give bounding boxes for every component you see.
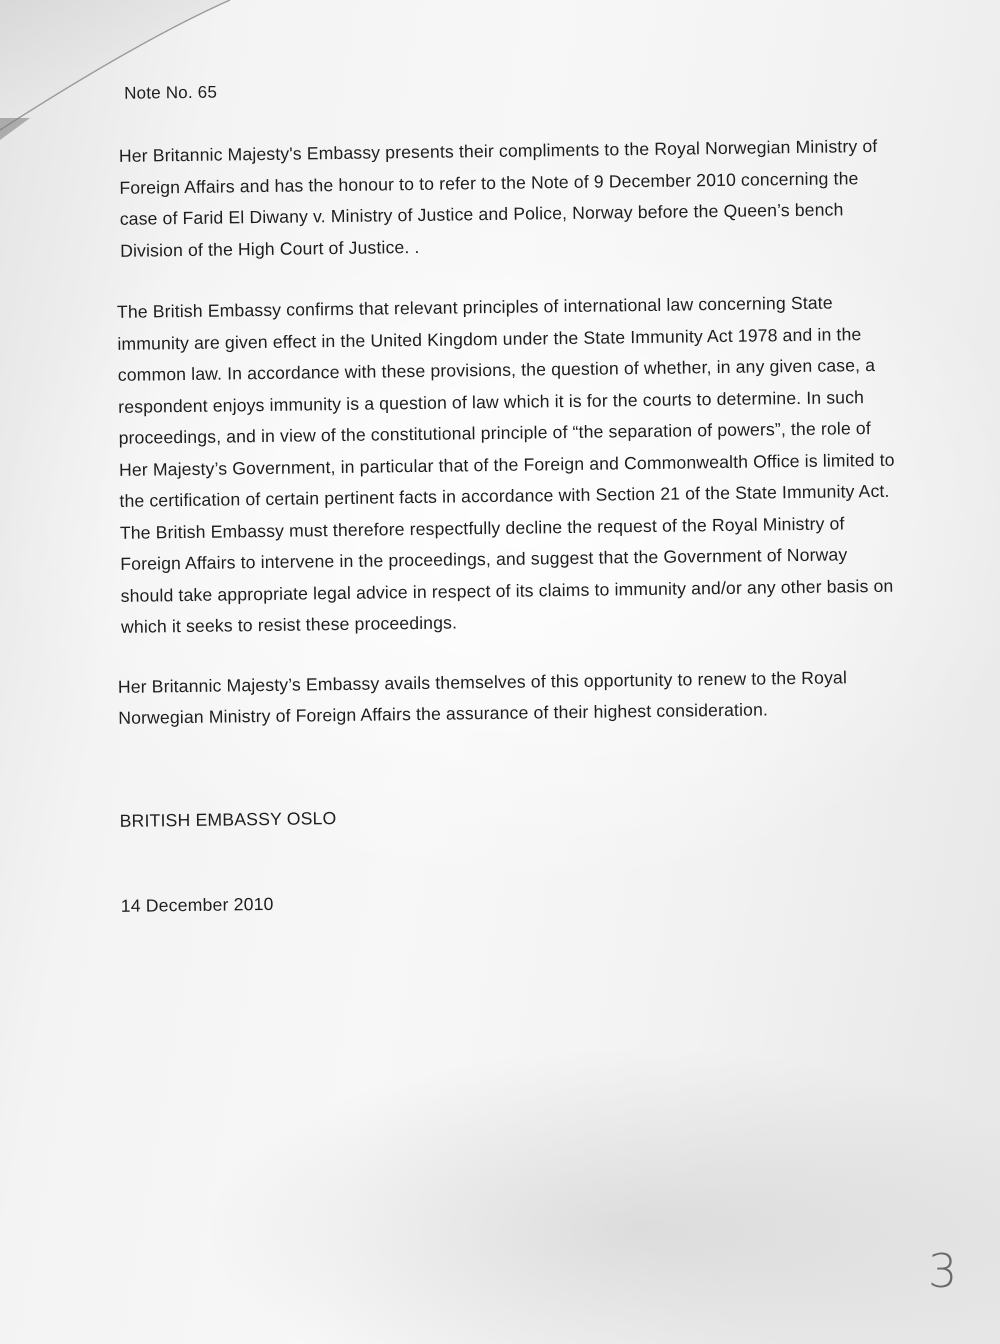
opening-paragraph: Her Britannic Majesty's Embassy presents their compliments to the Royal Norwegian Ministry of Foreign Affairs and has the honour to to refer to the Note of 9 December 2010 concerning the case of Farid El Diwany v. Ministry of Justice and Police, Norway before the Queen’s bench Division of the High Court of Justice. .	[118, 135, 878, 261]
note-number: Note No. 65	[123, 82, 218, 103]
main-paragraph: The British Embassy confirms that relevant principles of international law concerning State immunity are given effect in the United Kingdom under the State Immunity Act 1978 and in the common law. In accordance with these provisions, the question of whether, in any given case, a respondent enjoys immunity is a question of law which it is for the courts to determine. In such proceedings, and in view of the constitutional principle of “the separation of powers”, the role of Her Majesty’s Government, in particular that of the Foreign and Commonwealth Office is limited to the certification of certain pertinent facts in accordance with Section 21 of the State Immunity Act. The British Embassy must therefore respectfully decline the request of the Royal Ministry of Foreign Affairs to intervene in the proceedings, and suggest that the Government of Norway should take appropriate legal advice in respect of its claims to immunity and/or any other basis on which it seeks to resist these proceedings.	[116, 292, 895, 637]
handwritten-page-number: 3	[928, 1244, 958, 1298]
letter-body	[108, 74, 909, 917]
letter-date: 14 December 2010	[120, 893, 274, 916]
signature-line: BRITISH EMBASSY OSLO	[119, 807, 337, 831]
closing-paragraph: Her Britannic Majesty’s Embassy avails themselves of this opportunity to renew to the Royal Norwegian Ministry of Foreign Affairs the assurance of their highest consideration.	[117, 666, 848, 728]
